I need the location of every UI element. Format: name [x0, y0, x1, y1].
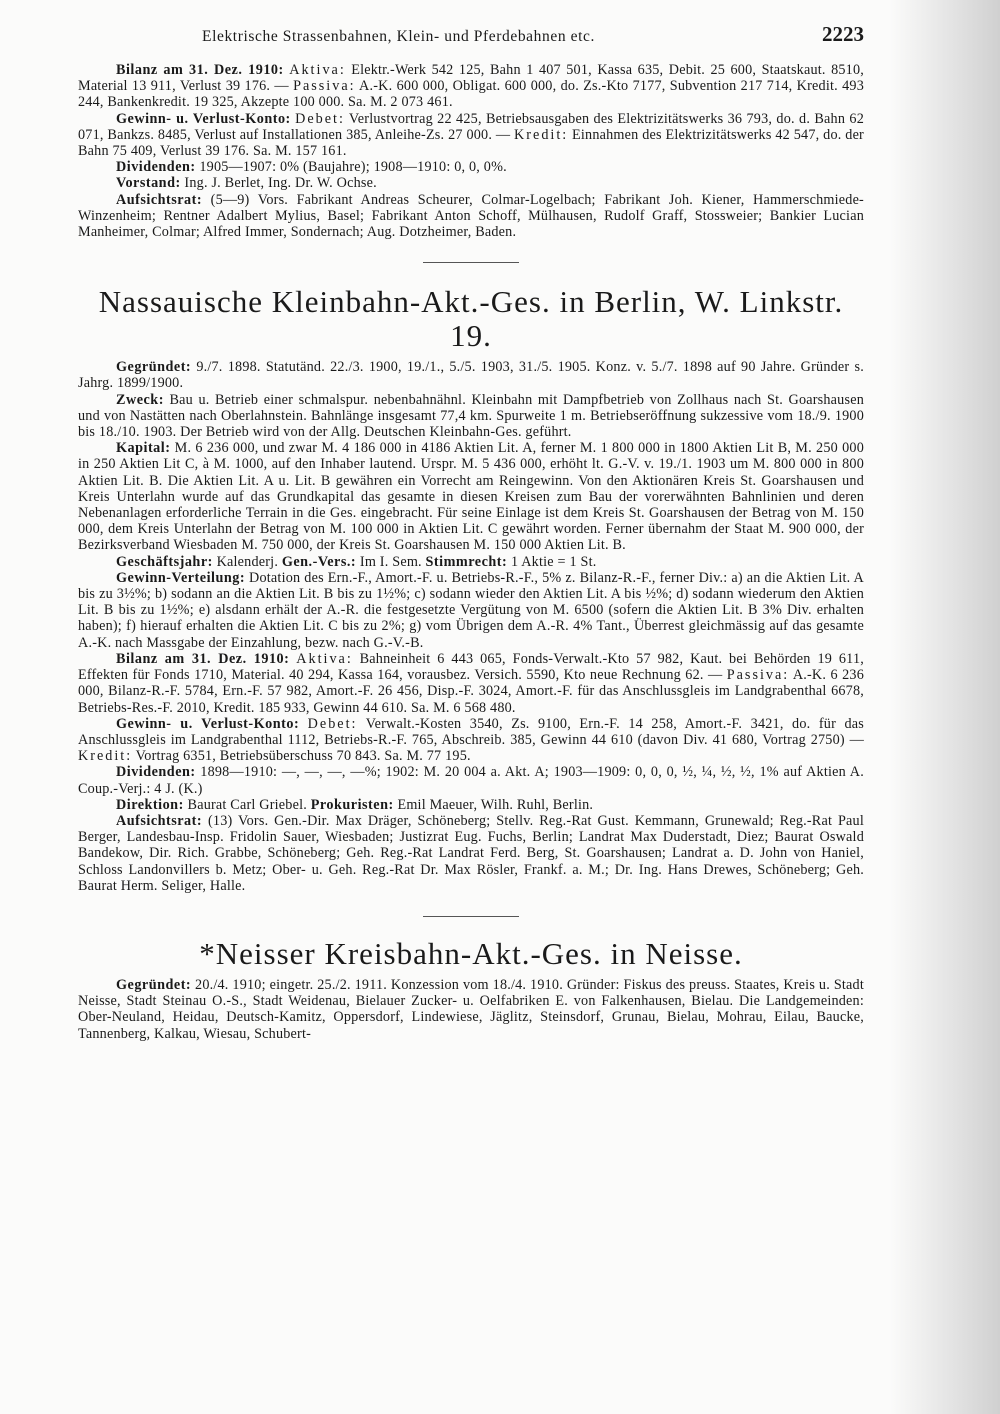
para-text: Bahneinheit 6 443 065, Fonds-Verwalt.-Kto 57 982, Kaut. bei Behörden 19 611, Effekten für Fonds 1710, Material. 40 294, Kassa 164, vorausbez. Versich. 5590, Kto neue Rechnung 62. — — [78, 650, 864, 684]
para-text: 1905—1907: 0% (Baujahre); 1908—1910: 0, 0, 0%. — [195, 159, 507, 176]
para-text: Baurat Carl Griebel. — [183, 796, 311, 813]
para-label: Prokuristen: — [310, 796, 394, 813]
nassau-zweck — [78, 392, 864, 441]
para-label: Bilanz am 31. Dez. 1910: — [116, 62, 284, 78]
debet-label: Debet: — [307, 715, 358, 732]
nassau-direktion — [78, 797, 864, 813]
aktiva-label: Aktiva: — [289, 62, 346, 78]
para-label: Gegründet: — [116, 976, 192, 993]
nassau-aufsichtsrat — [78, 813, 864, 894]
para-text: 20./4. 1910; eingetr. 25./2. 1911. Konzession vom 18./4. 1910. Gründer: Fiskus des preuss. Staates, Kreis u. Stadt Neisse, Stadt Steinau O.-S., Stadt Weidenau, Bielauer Zucker- u. Oelfabriken E. von Falkenhausen, Bielau. Die Landgemeinden: Ober-Neuland, Heidau, Deutsch-Kamitz, Oppersdorf, Lindewiese, Jäglitz, Steinsdorf, Grunau, Bielau, Mohrau, Eilau, Baucke, Tannenberg, Kalkau, Wiesau, Schubert- — [78, 976, 864, 1042]
para-label: Gewinn- u. Verlust-Konto: — [116, 715, 300, 732]
para-label: Stimmrecht: — [425, 553, 508, 570]
para-label: Aufsichtsrat: — [116, 812, 203, 829]
prev-dividenden — [78, 159, 864, 175]
nassau-bilanz — [78, 651, 864, 716]
nassau-gegruendet — [78, 359, 864, 391]
para-label: Vorstand: — [116, 175, 181, 192]
para-label: Geschäftsjahr: — [116, 553, 213, 570]
para-text: Verlustvortrag 22 425, Betriebsausgaben des Elektrizitätswerks 36 793, do. d. Bahn 62 071, Bankzs. 8485, Verlust auf Installationen 385, Anleihe-Zs. 27 000. — — [78, 110, 864, 143]
kredit-label: Kredit: — [78, 748, 133, 765]
para-text: Ing. J. Berlet, Ing. Dr. W. Ochse. — [180, 175, 377, 192]
para-label: Gegründet: — [116, 359, 192, 376]
para-text: Verwalt.-Kosten 3540, Zs. 9100, Ern.-F. 14 258, Amort.-F. 3421, do. für das Anschlussgleis im Landgrabenthal 1112, Betriebs-R.-F. 765, Abschreib. 385, Gewinn 44 610 (davon Div. 41 680, Vortrag 2750) — — [78, 715, 865, 748]
running-head — [78, 22, 864, 62]
para-text: Bau u. Betrieb einer schmalspur. nebenbahnähnl. Kleinbahn mit Dampfbetrieb von Zollhaus nach St. Goarshausen und von Nastätten nach Oberlahnstein. Bahnlänge insgesamt 77,4 km. Spurweite 1 m. Betriebseröffnung sukzessive vom 18./9. 1900 bis 18./10. 1903. Der Betrieb wird von der Allg. Deutschen Kleinbahn-Ges. geführt. — [78, 391, 864, 441]
page-number: 2223 — [822, 22, 864, 46]
para-text: (13) Vors. Gen.-Dir. Max Dräger, Schöneberg; Stellv. Reg.-Rat Gust. Kemmann, Grunewald; Reg.-Rat Paul Berger, Landesbau-Insp. Fridolin Sauer, Wiesbaden; Justizrat Eug. Fuchs, Berlin; Landrat Max Duderstadt, Diez; Baurat Oswald Bandekow, Dir. Rich. Grabbe, Schöneberg; Geh. Reg.-Rat Landrat Ferd. Berg, St. Goarshausen; Landrat a. D. John von Haniel, Schloss Landonvillers b. Metz; Ober- u. Geh. Reg.-Rat Dr. Max Rösler, Frankf. a. M.; Dr. Ing. Hans Drewes, Schöneberg; Geh. Baurat Herm. Seliger, Halle. — [78, 812, 864, 894]
para-label: Direktion: — [116, 796, 184, 813]
para-label: Bilanz am 31. Dez. 1910: — [116, 650, 290, 667]
para-text: Im I. Sem. — [356, 553, 426, 570]
section-title-nassauische: Nassauische Kleinbahn-Akt.-Ges. in Berlin, W. Linkstr. 19. — [98, 284, 844, 354]
para-text: Elektr.-Werk 542 125, Bahn 1 407 501, Kassa 635, Debit. 25 600, Staatskaut. 8510, Material 13 911, Verlust 39 176. — — [78, 62, 865, 95]
para-text: Kalenderj. — [212, 553, 282, 570]
para-label: Aufsichtsrat: — [116, 191, 203, 208]
neisser-gegruendet — [78, 977, 864, 1042]
para-label: Dividenden: — [116, 764, 196, 781]
text-column — [78, 22, 864, 1042]
section-title-neisser: *Neisser Kreisbahn-Akt.-Ges. in Neisse. — [199, 935, 743, 971]
para-text: A.-K. 6 236 000, Bilanz-R.-F. 5784, Ern.-F. 57 982, Amort.-F. 26 456, Disp.-F. 3024, Amort.-F. für das Anschlussgleis im Landgrabenthal 6678, Betriebs-Res.-F. 2010, Kredit. 185 933, Gewinn 44 610. Sa. M. 6 568 480. — [78, 667, 864, 716]
para-label: Zweck: — [116, 391, 164, 408]
kredit-label: Kredit: — [514, 126, 569, 143]
para-text: 1 Aktie = 1 St. — [507, 553, 597, 570]
para-label: Gewinn- u. Verlust-Konto: — [116, 110, 291, 127]
section-divider — [423, 262, 519, 263]
passiva-label: Passiva: — [726, 667, 790, 684]
prev-bilanz — [78, 62, 864, 111]
para-text: Vortrag 6351, Betriebsüberschuss 70 843. Sa. M. 77 195. — [132, 748, 471, 765]
para-text: A.-K. 600 000, Obligat. 600 000, do. Zs.-Kto 7177, Subvention 217 714, Kredit. 493 244, Bankenkredit. 19 325, Akzepte 100 000. Sa. M. 2 073 461. — [78, 78, 864, 111]
nassau-geschaeftsjahr — [78, 554, 864, 570]
nassau-kapital — [78, 440, 864, 553]
para-label: Dividenden: — [116, 159, 196, 176]
para-text: Dotation des Ern.-F., Amort.-F. u. Betriebs-R.-F., 5% z. Bilanz-R.-F., ferner Div.: a) an die Aktien Lit. A bis zu 3½%; b) sodann an die Aktien Lit. B bis zu 1½%; c) sodann wieder den Aktien Lit. A bis ½%; d) sodann wiederum den Aktien Lit. B bis zu 1½%; e) alsdann erhält der A.-R. die festgesetzte Vergütung von M. 6500 (sofern die Aktien Lit. B 3% Div. erhalten haben); f) hierauf erhalten die Aktien Lit. C bis zu 2%; g) vom Übrigen dem A.-R. 4% Tant., Überrest gleichmässig auf das gesamte A.-K. nach Massgabe der Einzahlung, bezw. nach G.-V.-B. — [78, 569, 864, 651]
para-text: 1898—1910: —, —, —, —%; 1902: M. 20 004 a. Akt. A; 1903—1909: 0, 0, 0, ½, ¼, ½, ½, 1% auf Aktien A. Coup.-Verj.: 4 J. (K.) — [78, 764, 864, 797]
debet-label: Debet: — [295, 110, 345, 127]
prev-aufsichtsrat — [78, 192, 864, 241]
para-text: M. 6 236 000, und zwar M. 4 186 000 in 4186 Aktien Lit. A, ferner M. 1 800 000 in 1800 Aktien Lit B, M. 250 000 in 250 Aktien Lit C, à M. 1000, auf den Inhaber lautend. Urspr. M. 5 436 000, erhöht lt. G.-V. v. 19./1. 1903 um M. 800 000 in 800 Aktien Lit. B. Die Aktien Lit. A u. Lit. B gewähren ein Vorrecht am Reingewinn. Von den Aktionären Kreis St. Goarshausen und Kreis Unterlahn wurde auf das Grundkapital das gesamte in diesen Kreisen zum Bau der vorerwähnten Bahnlinien und deren Nebenanlagen erforderliche Terrain in die Ges. eingebracht. Für seine Einlage ist dem Kreis St. Goarshausen der Betrag von M. 150 000, dem Kreis Unterlahn der Betrag von M. 100 000 in Aktien Lit. C gewährt worden. Ferner übernahm der Staat M. 900 000, der Bezirksverband Wiesbaden M. 750 000, der Kreis St. Goarshausen M. 150 000 Aktien Lit. B. — [78, 440, 864, 554]
para-text: (5—9) Vors. Fabrikant Andreas Scheurer, Colmar-Logelbach; Fabrikant Joh. Kiener, Hammerschmiede-Winzenheim; Rentner Adalbert Mylius, Basel; Fabrikant Anton Schoff, Mülhausen, Rudolf Graff, Stossweier; Bankier Lucian Manheimer, Colmar; Alfred Immer, Sondernach; Aug. Dotzheimer, Baden. — [78, 191, 864, 241]
passiva-label: Passiva: — [293, 78, 356, 95]
para-label: Gen.-Vers.: — [281, 553, 357, 570]
nassau-gewinn-verlust — [78, 716, 864, 765]
running-head-title: Elektrische Strassenbahnen, Klein- und Pferdebahnen etc. — [202, 28, 595, 45]
para-text: Einnahmen des Elektrizitätswerks 42 547, do. der Bahn 75 409, Verlust 39 176. Sa. M. 157 161. — [78, 126, 864, 160]
prev-vorstand — [78, 175, 864, 191]
para-label: Gewinn-Verteilung: — [116, 569, 246, 586]
section-divider — [423, 916, 519, 917]
para-text: Emil Maeuer, Wilh. Ruhl, Berlin. — [393, 796, 594, 813]
nassau-dividenden — [78, 764, 864, 796]
prev-gewinn-verlust — [78, 111, 864, 160]
para-text: 9./7. 1898. Statutänd. 22./3. 1900, 19./1., 5./5. 1903, 31./5. 1905. Konz. v. 5./7. 1898 auf 90 Jahre. Gründer s. Jahrg. 1899/1900. — [78, 359, 864, 392]
aktiva-label: Aktiva: — [296, 650, 353, 667]
nassau-gewinnverteilung — [78, 570, 864, 651]
para-label: Kapital: — [116, 440, 171, 457]
